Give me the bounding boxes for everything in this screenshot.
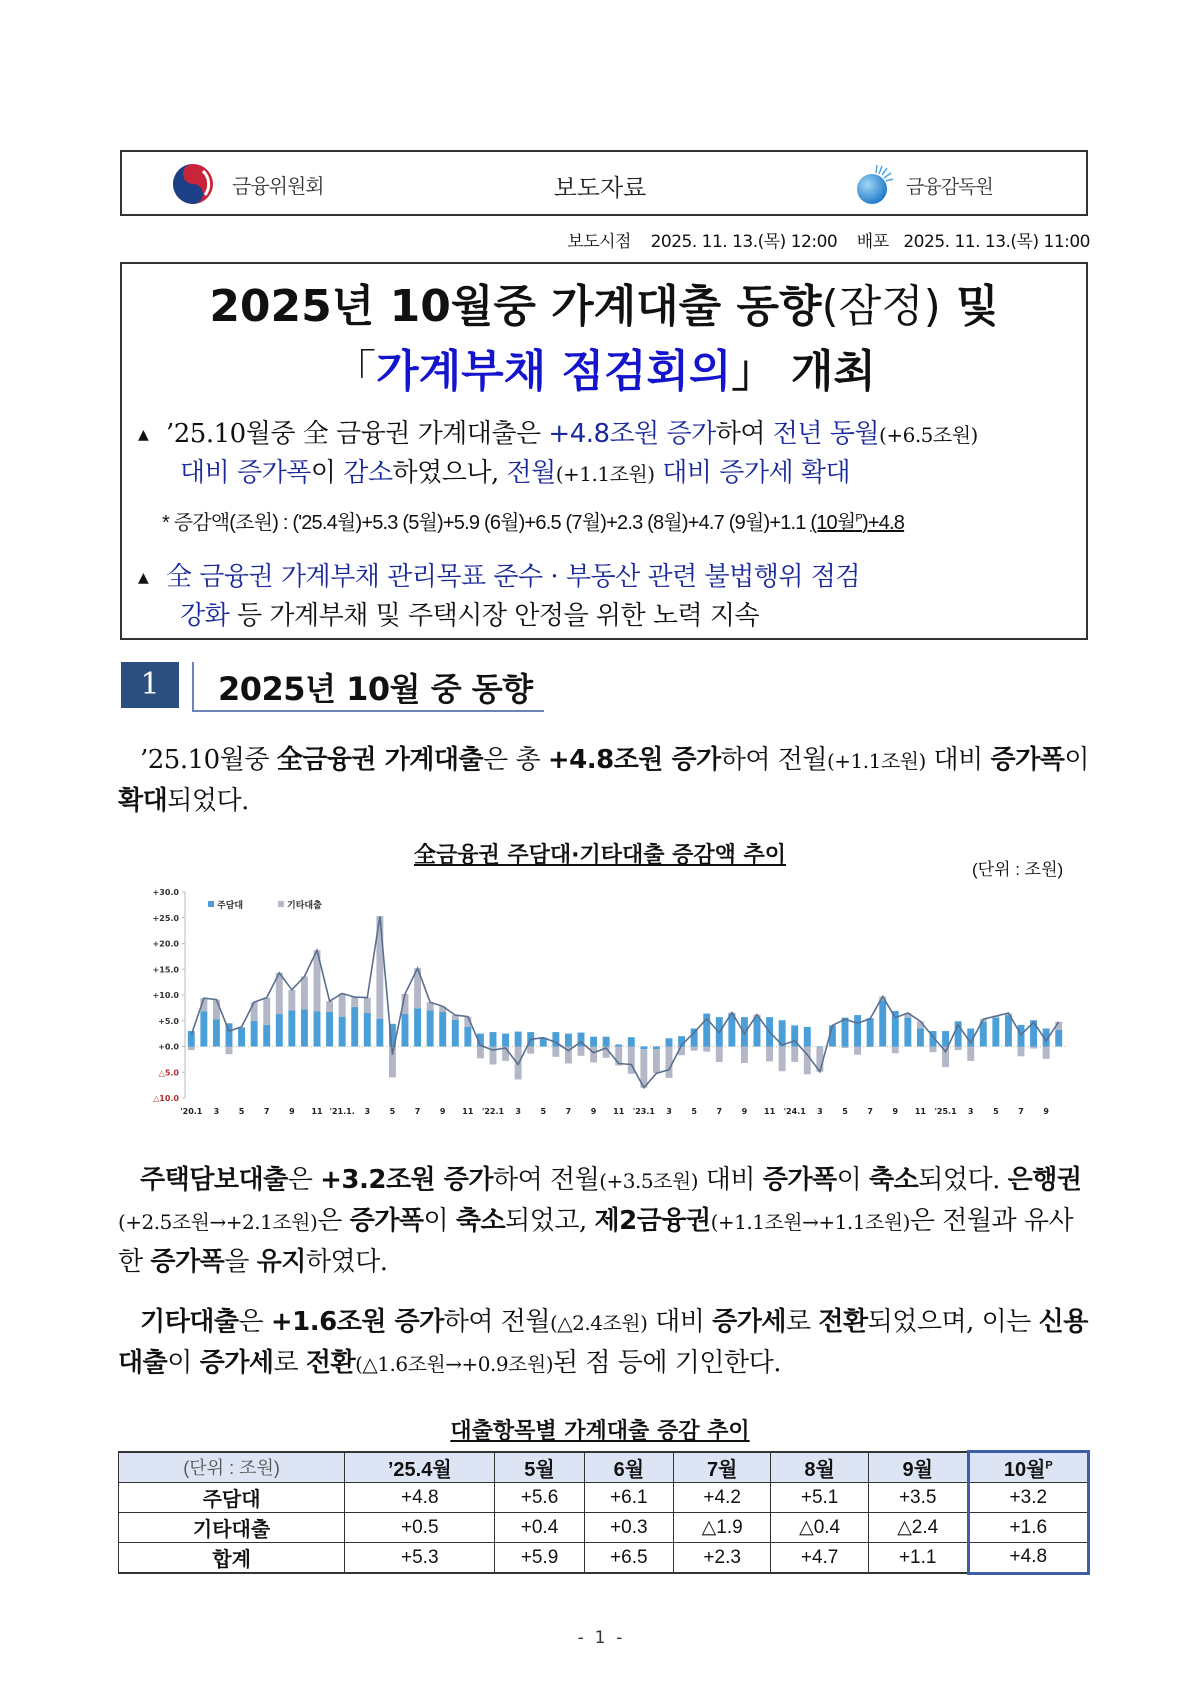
column-header: 6월 xyxy=(584,1452,673,1483)
svg-text:5: 5 xyxy=(389,1107,396,1116)
text: 10월 xyxy=(1003,1459,1046,1481)
text: 유지 xyxy=(256,1247,306,1277)
text: (△1.6조원→+0.9조원) xyxy=(355,1352,554,1376)
text: 증가폭 xyxy=(150,1247,225,1277)
svg-text:5: 5 xyxy=(842,1107,848,1116)
svg-text:11: 11 xyxy=(462,1107,474,1116)
headline-line1 xyxy=(120,270,1088,334)
fss-logo-icon xyxy=(855,162,895,206)
text: 되었고, xyxy=(505,1206,595,1236)
cell: +4.7 xyxy=(771,1543,868,1574)
text: 감소 xyxy=(343,458,393,488)
table-row xyxy=(119,1483,1089,1513)
svg-text:'22.1: '22.1 xyxy=(481,1107,505,1116)
cell: +5.9 xyxy=(495,1543,584,1574)
text: )+4.8 xyxy=(861,512,905,534)
svg-text:7: 7 xyxy=(867,1107,873,1116)
svg-text:+0.0: +0.0 xyxy=(158,1042,179,1052)
text: 하였으나, xyxy=(392,458,507,488)
text: (+2.5조원→+2.1조원) xyxy=(118,1210,318,1234)
cell: +1.1 xyxy=(868,1543,968,1574)
text: 하여 전월 xyxy=(492,1165,600,1195)
text: 확대 xyxy=(118,786,168,816)
text: 하였다. xyxy=(305,1247,388,1277)
paragraph-other-loans xyxy=(118,1302,1093,1384)
svg-text:'20.1: '20.1 xyxy=(180,1107,203,1116)
svg-text:+20.0: +20.0 xyxy=(152,939,179,949)
svg-text:11: 11 xyxy=(311,1107,323,1116)
section-number: 1 xyxy=(121,662,179,708)
cell: +5.3 xyxy=(345,1543,495,1574)
text: +3.2조원 증가 xyxy=(320,1165,493,1195)
svg-text:9: 9 xyxy=(892,1107,899,1116)
bracket-open: 「 xyxy=(332,346,377,397)
unit-header: (단위 : 조원) xyxy=(119,1452,345,1483)
svg-text:△10.0: △10.0 xyxy=(153,1094,179,1103)
svg-text:△5.0: △5.0 xyxy=(158,1068,179,1078)
text: 대비 xyxy=(698,1165,763,1195)
text: 하여 전월 xyxy=(720,745,827,775)
headline-conj: 및 xyxy=(940,281,999,332)
cell: +6.5 xyxy=(584,1543,673,1574)
column-header: 7월 xyxy=(673,1452,770,1483)
svg-text:+30.0: +30.0 xyxy=(152,888,179,897)
text: 증가세 xyxy=(712,1307,787,1337)
cell: +1.6 xyxy=(968,1513,1088,1543)
text: 증가폭 xyxy=(990,745,1065,775)
text: 대비 증가세 확대 xyxy=(654,458,851,488)
cell: +4.2 xyxy=(673,1483,770,1513)
svg-text:'24.1: '24.1 xyxy=(783,1107,806,1116)
cell: +4.8 xyxy=(345,1483,495,1513)
headline-close: 」 개최 xyxy=(731,346,876,397)
text: 축소 xyxy=(869,1165,919,1195)
text: 축소 xyxy=(455,1206,506,1236)
text: 이 xyxy=(836,1165,870,1195)
svg-text:3: 3 xyxy=(515,1107,521,1116)
paragraph-overview xyxy=(118,740,1093,821)
chart-title: 全금융권 주담대·기타대출 증감액 추이 xyxy=(413,843,787,868)
column-header: 9월 xyxy=(868,1452,968,1483)
cell: △2.4 xyxy=(868,1513,968,1543)
column-header: ’25.4월 xyxy=(345,1452,495,1483)
text: 전환 xyxy=(818,1307,868,1337)
cell: +5.1 xyxy=(771,1483,868,1513)
svg-text:5: 5 xyxy=(993,1107,999,1116)
column-header-current xyxy=(968,1452,1088,1483)
triangle-bullet-icon: ▲ xyxy=(138,570,149,586)
release-schedule: 보도시점 2025. 11. 13.(목) 12:00 배포 2025. 11. 13.(목) 11:00 xyxy=(567,232,1090,252)
text: P xyxy=(1045,1459,1053,1472)
cell: +0.5 xyxy=(345,1513,495,1543)
cell: +6.1 xyxy=(584,1483,673,1513)
text: 은 xyxy=(238,1307,271,1337)
cell: +3.2 xyxy=(968,1483,1088,1513)
svg-text:5: 5 xyxy=(691,1107,697,1116)
text: 대비 xyxy=(933,745,991,775)
svg-text:11: 11 xyxy=(914,1107,926,1116)
table-row xyxy=(119,1513,1089,1543)
cell: △0.4 xyxy=(771,1513,868,1543)
table-title: 대출항목별 가계대출 증감 추이 xyxy=(450,1419,750,1444)
svg-text:5: 5 xyxy=(540,1107,547,1116)
monthly-change-note xyxy=(162,506,904,535)
svg-text:5: 5 xyxy=(238,1107,245,1116)
headline-main: 2025년 10월중 가계대출 동향 xyxy=(209,281,822,332)
svg-text:7: 7 xyxy=(414,1107,421,1116)
text: 이 xyxy=(167,1348,200,1378)
svg-text:7: 7 xyxy=(1018,1107,1024,1116)
text: 全금융권 가계대출 xyxy=(276,745,484,775)
text: 대비 xyxy=(647,1307,713,1337)
cell: △1.9 xyxy=(673,1513,770,1543)
text: 주택담보대출 xyxy=(140,1165,288,1195)
fss-org-name: 금융감독원 xyxy=(906,176,993,198)
text: 전년 동월 xyxy=(772,419,880,449)
text: 신용대출 xyxy=(118,1307,1088,1378)
row-label: 주담대 xyxy=(119,1483,345,1513)
text: 은 xyxy=(287,1165,321,1195)
cell: +0.4 xyxy=(495,1513,584,1543)
text: 강화 xyxy=(180,601,230,631)
triangle-bullet-icon: ▲ xyxy=(138,427,149,443)
text: 하여 전월 xyxy=(443,1307,550,1337)
svg-text:3: 3 xyxy=(817,1107,823,1116)
table-header-row xyxy=(119,1452,1089,1483)
text: (+1.1조원→+1.1조원) xyxy=(710,1210,910,1234)
text: 하여 xyxy=(715,419,773,449)
row-label: 기타대출 xyxy=(119,1513,345,1543)
text: 증가폭 xyxy=(762,1165,837,1195)
text: 이 xyxy=(310,458,344,488)
text: (+6.5조원) xyxy=(879,423,978,447)
svg-text:'25.1: '25.1 xyxy=(934,1107,957,1116)
svg-text:7: 7 xyxy=(565,1107,572,1116)
text: (△2.4조원) xyxy=(549,1311,648,1335)
cell: +0.3 xyxy=(584,1513,673,1543)
headline-line2 xyxy=(120,335,1088,399)
text: 이 xyxy=(423,1206,456,1236)
table-row xyxy=(119,1543,1089,1574)
svg-text:11: 11 xyxy=(764,1107,776,1116)
text: 은 전월과 유사한 xyxy=(118,1206,1074,1277)
svg-text:11: 11 xyxy=(613,1107,625,1116)
text: 은 총 xyxy=(483,745,548,775)
summary-bullet-1 xyxy=(138,415,1078,493)
column-header: 5월 xyxy=(495,1452,584,1483)
section-title: 2025년 10월 중 동향 xyxy=(218,670,533,708)
section-underline xyxy=(192,710,544,712)
loan-change-table xyxy=(118,1450,1090,1575)
cell: +2.3 xyxy=(673,1543,770,1574)
text: 로 xyxy=(786,1307,819,1337)
svg-text:기타대출: 기타대출 xyxy=(287,901,322,911)
svg-text:9: 9 xyxy=(289,1107,295,1116)
svg-text:'21.1.: '21.1. xyxy=(329,1107,355,1116)
text: P xyxy=(855,512,862,525)
svg-text:주담대: 주담대 xyxy=(217,901,244,911)
text: 되었다. xyxy=(918,1165,1008,1195)
svg-text:3: 3 xyxy=(364,1107,371,1116)
svg-text:9: 9 xyxy=(590,1107,597,1116)
fsc-org-name: 금융위원회 xyxy=(232,174,324,198)
svg-text:+15.0: +15.0 xyxy=(152,965,179,975)
page-number: - 1 - xyxy=(577,1628,623,1648)
svg-text:+10.0: +10.0 xyxy=(152,991,179,1000)
svg-text:3: 3 xyxy=(967,1107,974,1116)
text: 전월 xyxy=(506,458,556,488)
text: ’25.10월중 xyxy=(140,745,277,775)
text: * 증감액(조원) : ('25.4월)+5.3 (5월)+5.9 (6월)+6.5 (7월)+2.3 (8월)+4.7 (9월)+1.1 xyxy=(162,512,811,534)
text: (+1.1조원) xyxy=(826,749,926,773)
svg-text:7: 7 xyxy=(263,1107,270,1116)
text: 은행권 xyxy=(1007,1165,1082,1195)
text: 전환 xyxy=(305,1348,356,1378)
text: 증가폭 xyxy=(349,1206,424,1236)
svg-text:9: 9 xyxy=(1043,1107,1049,1116)
chart-unit: (단위 : 조원) xyxy=(972,860,1064,879)
cell: +5.6 xyxy=(495,1483,584,1513)
text: 되었다. xyxy=(167,786,249,816)
text: 증가세 xyxy=(199,1348,274,1378)
svg-text:3: 3 xyxy=(666,1107,672,1116)
text: 을 xyxy=(224,1247,257,1277)
text: 全 금융권 가계부채 관리목표 준수 · 부동산 관련 불법행위 점검 xyxy=(166,562,860,592)
column-header: 8월 xyxy=(771,1452,868,1483)
text: (10월 xyxy=(810,512,856,534)
text: 되었으며, 이는 xyxy=(867,1307,1039,1337)
headline-provisional: (잠정) xyxy=(821,281,941,332)
text: 로 xyxy=(273,1348,306,1378)
text: 된 점 등에 기인한다. xyxy=(553,1348,782,1378)
text: 대비 증가폭 xyxy=(180,458,311,488)
text: 등 가계부채 및 주택시장 안정을 위한 노력 지속 xyxy=(229,601,760,631)
svg-text:9: 9 xyxy=(439,1107,446,1116)
svg-text:9: 9 xyxy=(741,1107,748,1116)
text: +4.8조원 증가 xyxy=(548,419,716,449)
cell: +4.8 xyxy=(968,1543,1088,1574)
cell: +3.5 xyxy=(868,1483,968,1513)
paragraph-mortgage xyxy=(118,1160,1093,1282)
summary-bullet-2 xyxy=(138,558,1078,635)
press-release-title: 보도자료 xyxy=(553,174,647,202)
text: 기타대출 xyxy=(140,1307,239,1337)
text: (+1.1조원) xyxy=(555,462,655,486)
text: ’25.10월중 全 금융권 가계대출은 xyxy=(166,419,549,449)
text: 이 xyxy=(1064,745,1090,775)
section-divider xyxy=(192,662,194,712)
svg-text:3: 3 xyxy=(213,1107,220,1116)
row-label: 합계 xyxy=(119,1543,345,1574)
headline-meeting: 가계부채 점검회의 xyxy=(376,346,732,397)
svg-text:7: 7 xyxy=(716,1107,723,1116)
svg-text:+25.0: +25.0 xyxy=(152,913,179,923)
loan-trend-chart xyxy=(140,880,1080,1130)
svg-text:'23.1: '23.1 xyxy=(632,1107,655,1116)
svg-text:+5.0: +5.0 xyxy=(158,1016,179,1026)
text: (+3.5조원) xyxy=(599,1169,699,1193)
text: +4.8조원 증가 xyxy=(547,745,721,775)
text: +1.6조원 증가 xyxy=(270,1307,444,1337)
text: 은 xyxy=(317,1206,350,1236)
text: 제2금융권 xyxy=(594,1206,711,1236)
